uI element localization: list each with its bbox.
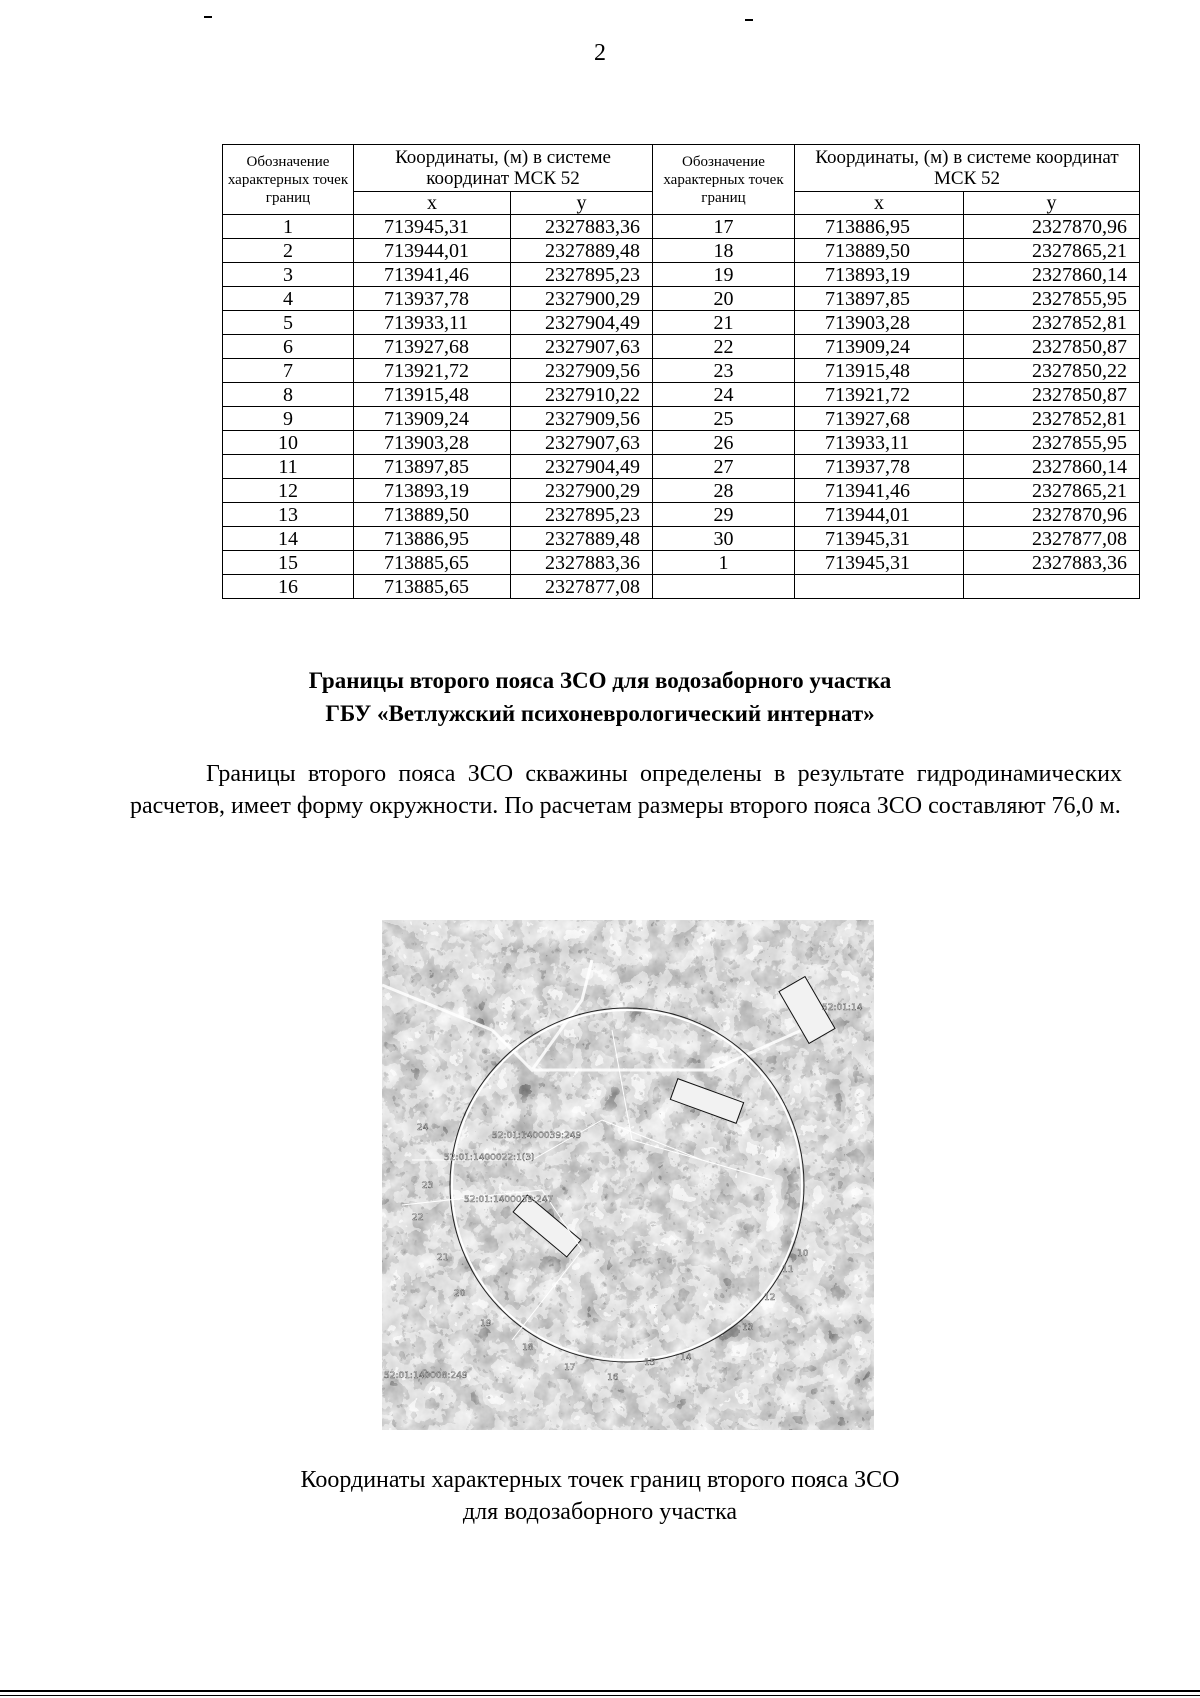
table-row bbox=[223, 455, 1140, 479]
cell-pt-left: 12 bbox=[223, 479, 354, 503]
cell-pt-left: 16 bbox=[223, 575, 354, 599]
cell-y-left: 2327907,63 bbox=[511, 431, 653, 455]
cell-x-right: 713893,19 bbox=[795, 263, 964, 287]
page-number: 2 bbox=[594, 40, 606, 66]
map-point-label: 15 bbox=[644, 1358, 656, 1368]
map-point-label: 20 bbox=[454, 1289, 466, 1299]
header-x-right: x bbox=[795, 192, 964, 215]
caption-line-1: Координаты характерных точек границ второго пояса ЗСО bbox=[300, 1467, 900, 1493]
cell-x-left: 713927,68 bbox=[354, 335, 511, 359]
footer-rule-1 bbox=[0, 1690, 1200, 1692]
map-parcel-label: 52:01:140008:249 bbox=[384, 1371, 468, 1381]
scan-mark-right bbox=[745, 19, 753, 21]
cell-x-right bbox=[795, 575, 964, 599]
cell-x-left: 713889,50 bbox=[354, 503, 511, 527]
cell-y-right: 2327850,87 bbox=[964, 383, 1140, 407]
table-row bbox=[223, 503, 1140, 527]
map-point-label: 24 bbox=[417, 1123, 429, 1133]
cell-y-right: 2327852,81 bbox=[964, 311, 1140, 335]
map-parcel-label: 52:01:1400039:249 bbox=[492, 1131, 582, 1141]
heading-line-2: ГБУ «Ветлужский психоневрологический интернат» bbox=[325, 701, 875, 726]
table-row bbox=[223, 431, 1140, 455]
cell-pt-left: 3 bbox=[223, 263, 354, 287]
table-row bbox=[223, 407, 1140, 431]
coordinates-table bbox=[222, 144, 1140, 599]
cell-x-right: 713915,48 bbox=[795, 359, 964, 383]
map-point-label: 13 bbox=[742, 1323, 754, 1333]
cell-x-left: 713933,11 bbox=[354, 311, 511, 335]
cell-y-left: 2327907,63 bbox=[511, 335, 653, 359]
cell-x-right: 713945,31 bbox=[795, 551, 964, 575]
cell-x-left: 713885,65 bbox=[354, 551, 511, 575]
cell-x-left: 713885,65 bbox=[354, 575, 511, 599]
caption-line-2: для водозаборного участка bbox=[462, 1499, 738, 1525]
cell-y-left: 2327895,23 bbox=[511, 263, 653, 287]
table-row bbox=[223, 287, 1140, 311]
map-parcel-label: 52:01:1400039:247 bbox=[464, 1195, 554, 1205]
cell-y-right: 2327860,14 bbox=[964, 455, 1140, 479]
map-point-label: 22 bbox=[412, 1213, 424, 1223]
cell-y-right bbox=[964, 575, 1140, 599]
cell-y-right: 2327855,95 bbox=[964, 287, 1140, 311]
cell-y-left: 2327910,22 bbox=[511, 383, 653, 407]
table-row bbox=[223, 359, 1140, 383]
map-point-label: 17 bbox=[564, 1363, 576, 1373]
cell-pt-right: 21 bbox=[653, 311, 795, 335]
table-row bbox=[223, 239, 1140, 263]
map-parcel-label: 52:01:1400022:1(3) bbox=[444, 1153, 535, 1163]
cell-y-left: 2327904,49 bbox=[511, 455, 653, 479]
cell-x-right: 713909,24 bbox=[795, 335, 964, 359]
cell-y-left: 2327877,08 bbox=[511, 575, 653, 599]
cell-y-left: 2327889,48 bbox=[511, 527, 653, 551]
cell-pt-left: 6 bbox=[223, 335, 354, 359]
cell-x-right: 713903,28 bbox=[795, 311, 964, 335]
cell-pt-left: 14 bbox=[223, 527, 354, 551]
cell-pt-right: 20 bbox=[653, 287, 795, 311]
cell-x-right: 713897,85 bbox=[795, 287, 964, 311]
table-row bbox=[223, 335, 1140, 359]
header-coords-left: Координаты, (м) в системе координат МСК 52 bbox=[354, 145, 653, 192]
cell-y-left: 2327900,29 bbox=[511, 479, 653, 503]
coordinates-table-body bbox=[223, 215, 1140, 599]
cell-x-left: 713909,24 bbox=[354, 407, 511, 431]
cell-pt-left: 15 bbox=[223, 551, 354, 575]
cell-x-right: 713937,78 bbox=[795, 455, 964, 479]
header-x-left: x bbox=[354, 192, 511, 215]
cell-y-right: 2327855,95 bbox=[964, 431, 1140, 455]
cell-y-left: 2327904,49 bbox=[511, 311, 653, 335]
cell-pt-right: 17 bbox=[653, 215, 795, 239]
cell-x-right: 713933,11 bbox=[795, 431, 964, 455]
map-point-label: 16 bbox=[607, 1373, 619, 1383]
map-point-label: 10 bbox=[797, 1249, 809, 1259]
header-y-left: y bbox=[511, 192, 653, 215]
cell-pt-right: 30 bbox=[653, 527, 795, 551]
cell-y-left: 2327900,29 bbox=[511, 287, 653, 311]
cell-y-left: 2327883,36 bbox=[511, 551, 653, 575]
cell-x-left: 713915,48 bbox=[354, 383, 511, 407]
map-parcel-label: 52:01:14 bbox=[822, 1003, 863, 1013]
cell-pt-right: 26 bbox=[653, 431, 795, 455]
scan-mark-left bbox=[204, 16, 212, 18]
cell-pt-left: 5 bbox=[223, 311, 354, 335]
cell-pt-right: 28 bbox=[653, 479, 795, 503]
cell-x-right: 713889,50 bbox=[795, 239, 964, 263]
cell-y-right: 2327865,21 bbox=[964, 479, 1140, 503]
cell-pt-right: 18 bbox=[653, 239, 795, 263]
cell-y-left: 2327883,36 bbox=[511, 215, 653, 239]
cell-x-right: 713941,46 bbox=[795, 479, 964, 503]
cell-y-right: 2327870,96 bbox=[964, 503, 1140, 527]
cell-x-left: 713886,95 bbox=[354, 527, 511, 551]
cell-pt-left: 13 bbox=[223, 503, 354, 527]
cell-pt-left: 10 bbox=[223, 431, 354, 455]
table-row bbox=[223, 479, 1140, 503]
table-row bbox=[223, 311, 1140, 335]
cell-pt-left: 1 bbox=[223, 215, 354, 239]
body-paragraph: Границы второго пояса ЗСО скважины определены в результате гидродинамических расчетов, имеет форму окружности. По расчетам размеры второго пояса ЗСО составляют 76,0 м. bbox=[130, 761, 1122, 819]
cell-y-left: 2327889,48 bbox=[511, 239, 653, 263]
header-y-right: y bbox=[964, 192, 1140, 215]
cell-pt-right: 22 bbox=[653, 335, 795, 359]
cell-x-right: 713886,95 bbox=[795, 215, 964, 239]
cell-y-left: 2327909,56 bbox=[511, 407, 653, 431]
cell-y-right: 2327850,22 bbox=[964, 359, 1140, 383]
table-row bbox=[223, 215, 1140, 239]
table-row bbox=[223, 263, 1140, 287]
cell-y-right: 2327877,08 bbox=[964, 527, 1140, 551]
cell-pt-right: 23 bbox=[653, 359, 795, 383]
footer-rule-2 bbox=[0, 1695, 1200, 1696]
map-point-label: 19 bbox=[480, 1319, 492, 1329]
cell-x-right: 713945,31 bbox=[795, 527, 964, 551]
table-row bbox=[223, 527, 1140, 551]
cell-x-left: 713921,72 bbox=[354, 359, 511, 383]
cell-x-left: 713897,85 bbox=[354, 455, 511, 479]
cell-y-right: 2327850,87 bbox=[964, 335, 1140, 359]
table-row bbox=[223, 551, 1140, 575]
cell-y-right: 2327852,81 bbox=[964, 407, 1140, 431]
cell-pt-left: 7 bbox=[223, 359, 354, 383]
cell-y-right: 2327883,36 bbox=[964, 551, 1140, 575]
figure-caption bbox=[0, 1464, 1200, 1528]
cell-x-right: 713921,72 bbox=[795, 383, 964, 407]
aerial-map-image bbox=[382, 920, 874, 1430]
cell-x-left: 713944,01 bbox=[354, 239, 511, 263]
section-heading bbox=[0, 664, 1200, 730]
cell-pt-right bbox=[653, 575, 795, 599]
map-point-label: 21 bbox=[437, 1253, 449, 1263]
cell-y-left: 2327909,56 bbox=[511, 359, 653, 383]
cell-pt-right: 1 bbox=[653, 551, 795, 575]
cell-x-right: 713944,01 bbox=[795, 503, 964, 527]
cell-y-right: 2327870,96 bbox=[964, 215, 1140, 239]
header-point-left: Обозначение характерных точек границ bbox=[223, 145, 354, 215]
cell-pt-left: 9 bbox=[223, 407, 354, 431]
cell-x-left: 713893,19 bbox=[354, 479, 511, 503]
cell-y-right: 2327865,21 bbox=[964, 239, 1140, 263]
table-row bbox=[223, 383, 1140, 407]
cell-x-left: 713937,78 bbox=[354, 287, 511, 311]
cell-pt-right: 24 bbox=[653, 383, 795, 407]
map-point-label: 12 bbox=[764, 1293, 776, 1303]
cell-pt-right: 25 bbox=[653, 407, 795, 431]
map-point-label: 11 bbox=[782, 1265, 794, 1275]
map-point-label: 18 bbox=[522, 1343, 534, 1353]
map-point-label: 14 bbox=[680, 1353, 692, 1363]
cell-pt-left: 2 bbox=[223, 239, 354, 263]
header-point-right: Обозначение характерных точек границ bbox=[653, 145, 795, 215]
cell-x-right: 713927,68 bbox=[795, 407, 964, 431]
cell-pt-left: 4 bbox=[223, 287, 354, 311]
cell-pt-right: 19 bbox=[653, 263, 795, 287]
cell-x-left: 713945,31 bbox=[354, 215, 511, 239]
heading-line-1: Границы второго пояса ЗСО для водозаборного участка bbox=[308, 668, 892, 693]
table-row bbox=[223, 575, 1140, 599]
cell-pt-left: 8 bbox=[223, 383, 354, 407]
cell-pt-right: 29 bbox=[653, 503, 795, 527]
cell-pt-right: 27 bbox=[653, 455, 795, 479]
cell-x-left: 713903,28 bbox=[354, 431, 511, 455]
cell-y-right: 2327860,14 bbox=[964, 263, 1140, 287]
cell-pt-left: 11 bbox=[223, 455, 354, 479]
cell-x-left: 713941,46 bbox=[354, 263, 511, 287]
cell-y-left: 2327895,23 bbox=[511, 503, 653, 527]
map-point-label: 23 bbox=[422, 1181, 434, 1191]
header-coords-right: Координаты, (м) в системе координат МСК 52 bbox=[795, 145, 1140, 192]
